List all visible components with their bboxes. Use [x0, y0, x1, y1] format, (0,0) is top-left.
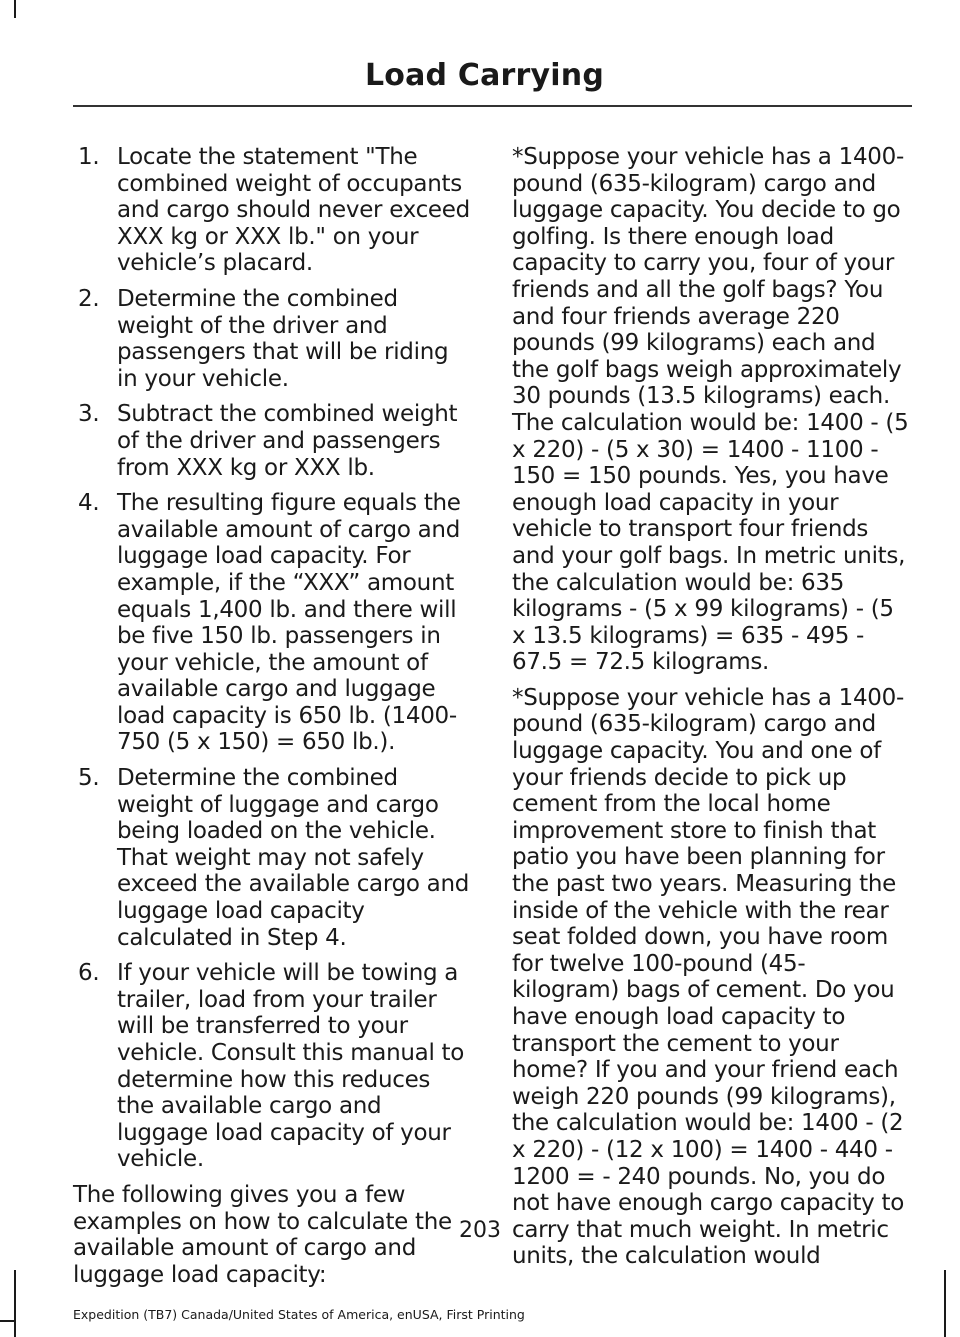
list-item: [73, 765, 473, 951]
step-number: 6.: [78, 960, 100, 987]
intro-paragraph: The following gives you a few examples on how to calculate the available amount of cargo and luggage load capacity:: [73, 1181, 452, 1288]
footer-text: Expedition (TB7) Canada/United States of America, enUSA, First Printing: [73, 1307, 525, 1322]
page-title: Load Carrying: [364, 58, 604, 93]
page-number: 203: [459, 1218, 501, 1243]
step-number: 1.: [78, 144, 100, 170]
list-item: [73, 286, 473, 392]
step-number: 3.: [78, 401, 100, 428]
list-item: [73, 144, 473, 277]
left-column: [73, 144, 473, 1297]
step-text: Determine the combined weight of the driver and passengers that will be riding in your vehicle.: [117, 285, 449, 392]
list-item: [73, 401, 473, 481]
steps-list: [73, 144, 473, 1173]
step-text: If your vehicle will be towing a trailer, load from your trailer will be transferred to your vehicle. Consult this manual to determine how this reduces the available cargo and luggage load capacity of your vehicle.: [117, 960, 465, 1173]
crop-mark-bottom-left-h: [0, 1320, 16, 1322]
step-number: 4.: [78, 490, 100, 517]
list-item: [73, 960, 473, 1173]
step-number: 2.: [78, 285, 100, 312]
step-text: Subtract the combined weight of the driver and passengers from XXX kg or XXX lb.: [117, 401, 458, 481]
example-cement-paragraph: *Suppose your vehicle has a 1400-pound (635-kilogram) cargo and luggage capacity. You and one of your friends decide to pick up cement from the local home improvement store to finish that patio you have been planning for the past two years. Measuring the inside of the vehicle with the rear seat folded down, you have room for twelve 100-pound (45-kilogram) bags of cement. Do you have enough load capacity to transport the cement to your home? If you and your friend each weigh 220 pounds (99 kilograms), the calculation would be: 1400 - (2 x 220) - (12 x 100) = 1400 - 440 - 1200 = - 240 pounds. No, you do not have enough cargo capacity to carry that much weight. In metric units, the calculation would: [512, 684, 904, 1270]
step-text: Determine the combined weight of luggage and cargo being loaded on the vehicle. That weight may not safely exceed the available cargo and luggage load capacity calculated in Step 4.: [117, 765, 470, 951]
list-item: [73, 490, 473, 756]
crop-mark-bottom-left-v: [14, 1270, 16, 1337]
crop-mark-bottom-right-v: [944, 1270, 946, 1337]
right-column: [512, 144, 912, 1279]
step-number: 5.: [78, 765, 100, 792]
example-golf-paragraph: *Suppose your vehicle has a 1400-pound (635-kilogram) cargo and luggage capacity. You decide to go golfing. Is there enough load capacity to carry you, four of your friends and all the golf bags? You and four friends average 220 pounds (99 kilograms) each and the golf bags weigh approximately 30 pounds (13.5 kilograms) each. The calculation would be: 1400 - (5 x 220) - (5 x 30) = 1400 - 1100 - 150 = 150 pounds. Yes, you have enough load capacity in your vehicle to transport four friends and your golf bags. In metric units, the calculation would be: 635 kilograms - (5 x 99 kilograms) - (5 x 13.5 kilograms) = 635 - 495 - 67.5 = 72.5 kilograms.: [512, 144, 909, 676]
step-text: The resulting figure equals the available amount of cargo and luggage load capacity. For example, if the “XXX” amount equals 1,400 lb. and there will be five 150 lb. passengers in your vehicle, the amount of available cargo and luggage load capacity is 650 lb. (1400-750 (5 x 150) = 650 lb.).: [117, 490, 461, 756]
header-divider: [73, 105, 912, 107]
step-text: Locate the statement "The combined weight of occupants and cargo should never exceed XXX kg or XXX lb." on your vehicle’s placard.: [117, 144, 470, 277]
crop-mark-top-left: [14, 0, 16, 18]
